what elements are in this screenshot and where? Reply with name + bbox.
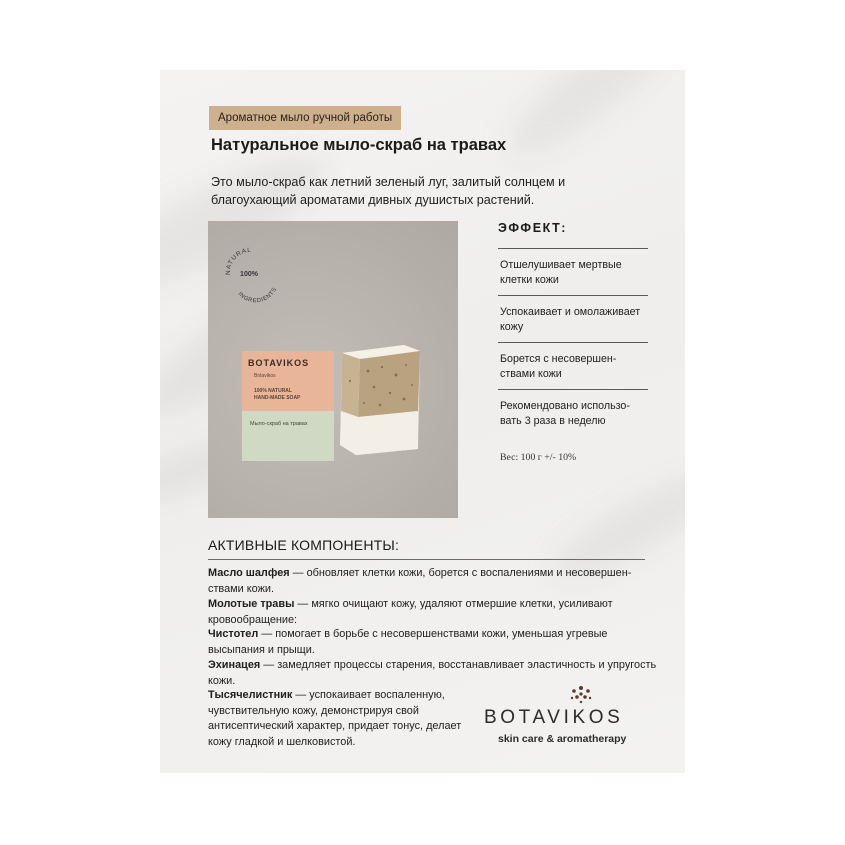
component-name: Чистотел: [208, 628, 259, 640]
box-label-bottom: [242, 411, 334, 461]
soap-bar: [334, 341, 422, 457]
component-text: — обновляет клетки кожи, борется с воспалениями и несовершен-ствами кожи.: [208, 567, 632, 595]
product-photo: [208, 221, 458, 518]
product-sheet: [160, 70, 685, 773]
component-item: [208, 688, 470, 750]
box-product-name: Мыло-скраб на травах: [250, 421, 308, 427]
effect-item: Отшелушивает мертвые клетки кожи: [498, 248, 648, 295]
intro-text: Это мыло-скраб как летний зеленый луг, залитый солнцем и благоухающий ароматами дивных душистых растений.: [211, 175, 566, 207]
flower-logo-icon: [569, 685, 593, 707]
component-name: Эхинацея: [208, 659, 261, 671]
effect-item: Успокаивает и омолаживает кожу: [498, 295, 648, 342]
stamp-middle-text: 100%: [240, 271, 258, 278]
stamp-top-text: NATURAL: [224, 246, 253, 276]
soap-box: [242, 351, 334, 461]
component-name: Молотые травы: [208, 598, 295, 610]
divider: [208, 559, 645, 560]
brand-tagline: skin care & aromatherapy: [498, 733, 627, 745]
component-name: Тысячелистник: [208, 689, 293, 701]
component-text: — замедляет процессы старения, восстанавливает эластичность и упругость кожи.: [208, 659, 657, 687]
effect-list: [498, 248, 648, 436]
brand-logo: [484, 685, 654, 765]
component-item: [208, 627, 663, 658]
component-text: — мягко очищают кожу, удаляют отмершие клетки, усиливают кровообращение:: [208, 598, 613, 626]
effect-item: Рекомендовано использо-вать 3 раза в неделю: [498, 389, 648, 436]
leaf-shadow: [491, 70, 685, 177]
effect-item: Борется с несовершен-ствами кожи: [498, 342, 648, 389]
brand-wordmark: BOTAVIKOS: [484, 707, 624, 728]
component-text: — успокаивает воспаленную, чувствительную кожу, демонстрируя свой антисептический характер, придает тонус, делает кожу гладкой и шелковистой.: [208, 689, 462, 748]
component-name: Масло шалфея: [208, 567, 290, 579]
natural-stamp-icon: [220, 241, 282, 303]
category-tag: Ароматное мыло ручной работы: [209, 106, 401, 130]
box-subtitle: Botavikos: [254, 373, 276, 379]
effect-heading: ЭФФЕКТ:: [498, 221, 568, 235]
product-title: Натуральное мыло-скраб на травах: [211, 136, 507, 154]
active-components-heading: АКТИВНЫЕ КОМПОНЕНТЫ:: [208, 537, 400, 553]
box-label-top: [242, 351, 334, 411]
box-natural-label: 100% NATURAL: [254, 388, 292, 394]
box-handmade-label: HAND-MADE SOAP: [254, 395, 301, 401]
stamp-bottom-text: INGREDIENTS: [236, 286, 279, 303]
component-item: [208, 566, 663, 597]
component-text: — помогает в борьбе с несовершенствами кожи, уменьшая угревые высыпания и прыщи.: [208, 628, 608, 656]
box-brand: BOTAVIKOS: [248, 358, 310, 368]
weight-note: Вес: 100 г +/- 10%: [500, 452, 577, 463]
component-item: [208, 597, 663, 628]
